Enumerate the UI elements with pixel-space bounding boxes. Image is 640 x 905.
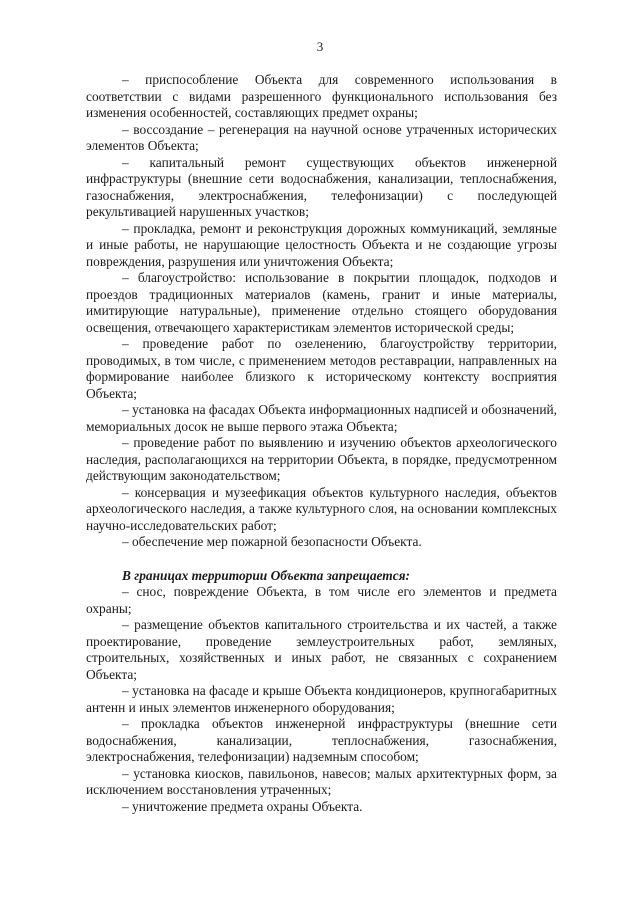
list-item: – уничтожение предмета охраны Объекта. xyxy=(122,798,363,814)
list-item: – прокладка объектов инженерной инфраструктуры (внешние сети водоснабжения, канализации, теплоснабжения, газоснабжения, электроснабжения, телефонизации) надземным способом; xyxy=(86,716,557,764)
list-item: – приспособление Объекта для современного использования в соответствии с видами разрешенного функционального использования без изменения особенностей, составляющих предмет охраны; xyxy=(86,72,557,120)
prohibited-list xyxy=(86,584,557,815)
prohibited-heading: В границах территории Объекта запрещается: xyxy=(122,567,410,583)
list-item: – установка на фасадах Объекта информационных надписей и обозначений, мемориальных досок не выше первого этажа Объекта; xyxy=(86,402,557,434)
list-item: – обеспечение мер пожарной безопасности Объекта. xyxy=(122,534,422,549)
list-item: – установка киосков, павильонов, навесов; малых архитектурных форм, за исключением восстановления утраченных; xyxy=(86,765,557,797)
list-item: – консервация и музеефикация объектов культурного наследия, объектов археологического наследия, а также культурного слоя, на основании комплексных научно-исследовательских работ; xyxy=(86,484,557,533)
list-item: – проведение работ по озеленению, благоустройству территории, проводимых, в том числе, с применением методов реставрации, направленных на формирование наиболее близкого к историческому контексту восприятия Объекта; xyxy=(86,336,557,401)
list-item: – благоустройство: использование в покрытии площадок, подходов и проездов традиционных материалов (камень, гранит и иные материалы, имитирующие натуральные), применение отдельно стоящего оборудования освещения, отвечающего характеристикам элементов исторической среды; xyxy=(86,270,557,335)
list-item: – прокладка, ремонт и реконструкция дорожных коммуникаций, земляные и иные работы, не нарушающие целостность Объекта и не создающие угрозы повреждения, разрушения или уничтожения Объекта; xyxy=(86,220,557,269)
list-item: – капитальный ремонт существующих объектов инженерной инфраструктуры (внешние сети водоснабжения, канализации, теплоснабжения, газоснабжения, электроснабжения, телефонизации) с последующей рекультивацией нарушенных участков; xyxy=(86,154,557,219)
list-item: – установка на фасаде и крыше Объекта кондиционеров, крупногабаритных антенн и иных элементов инженерного оборудования; xyxy=(86,683,557,715)
permitted-list xyxy=(86,72,557,551)
page-number: 3 xyxy=(316,39,324,54)
list-item: – снос, повреждение Объекта, в том числе его элементов и предмета охраны; xyxy=(86,584,557,616)
list-item: – размещение объектов капитального строительства и их частей, а также проектирование, проведение землеустроительных работ, земляных, строительных, хозяйственных и иных работ, не связанных с сохранением Объекта; xyxy=(86,617,557,682)
list-item: – воссоздание – регенерация на научной основе утраченных исторических элементов Объекта; xyxy=(86,121,557,153)
list-item: – проведение работ по выявлению и изучению объектов археологического наследия, располагающихся на территории Объекта, в порядке, предусмотренном действующим законодательством; xyxy=(86,435,557,483)
document-body xyxy=(86,72,557,815)
